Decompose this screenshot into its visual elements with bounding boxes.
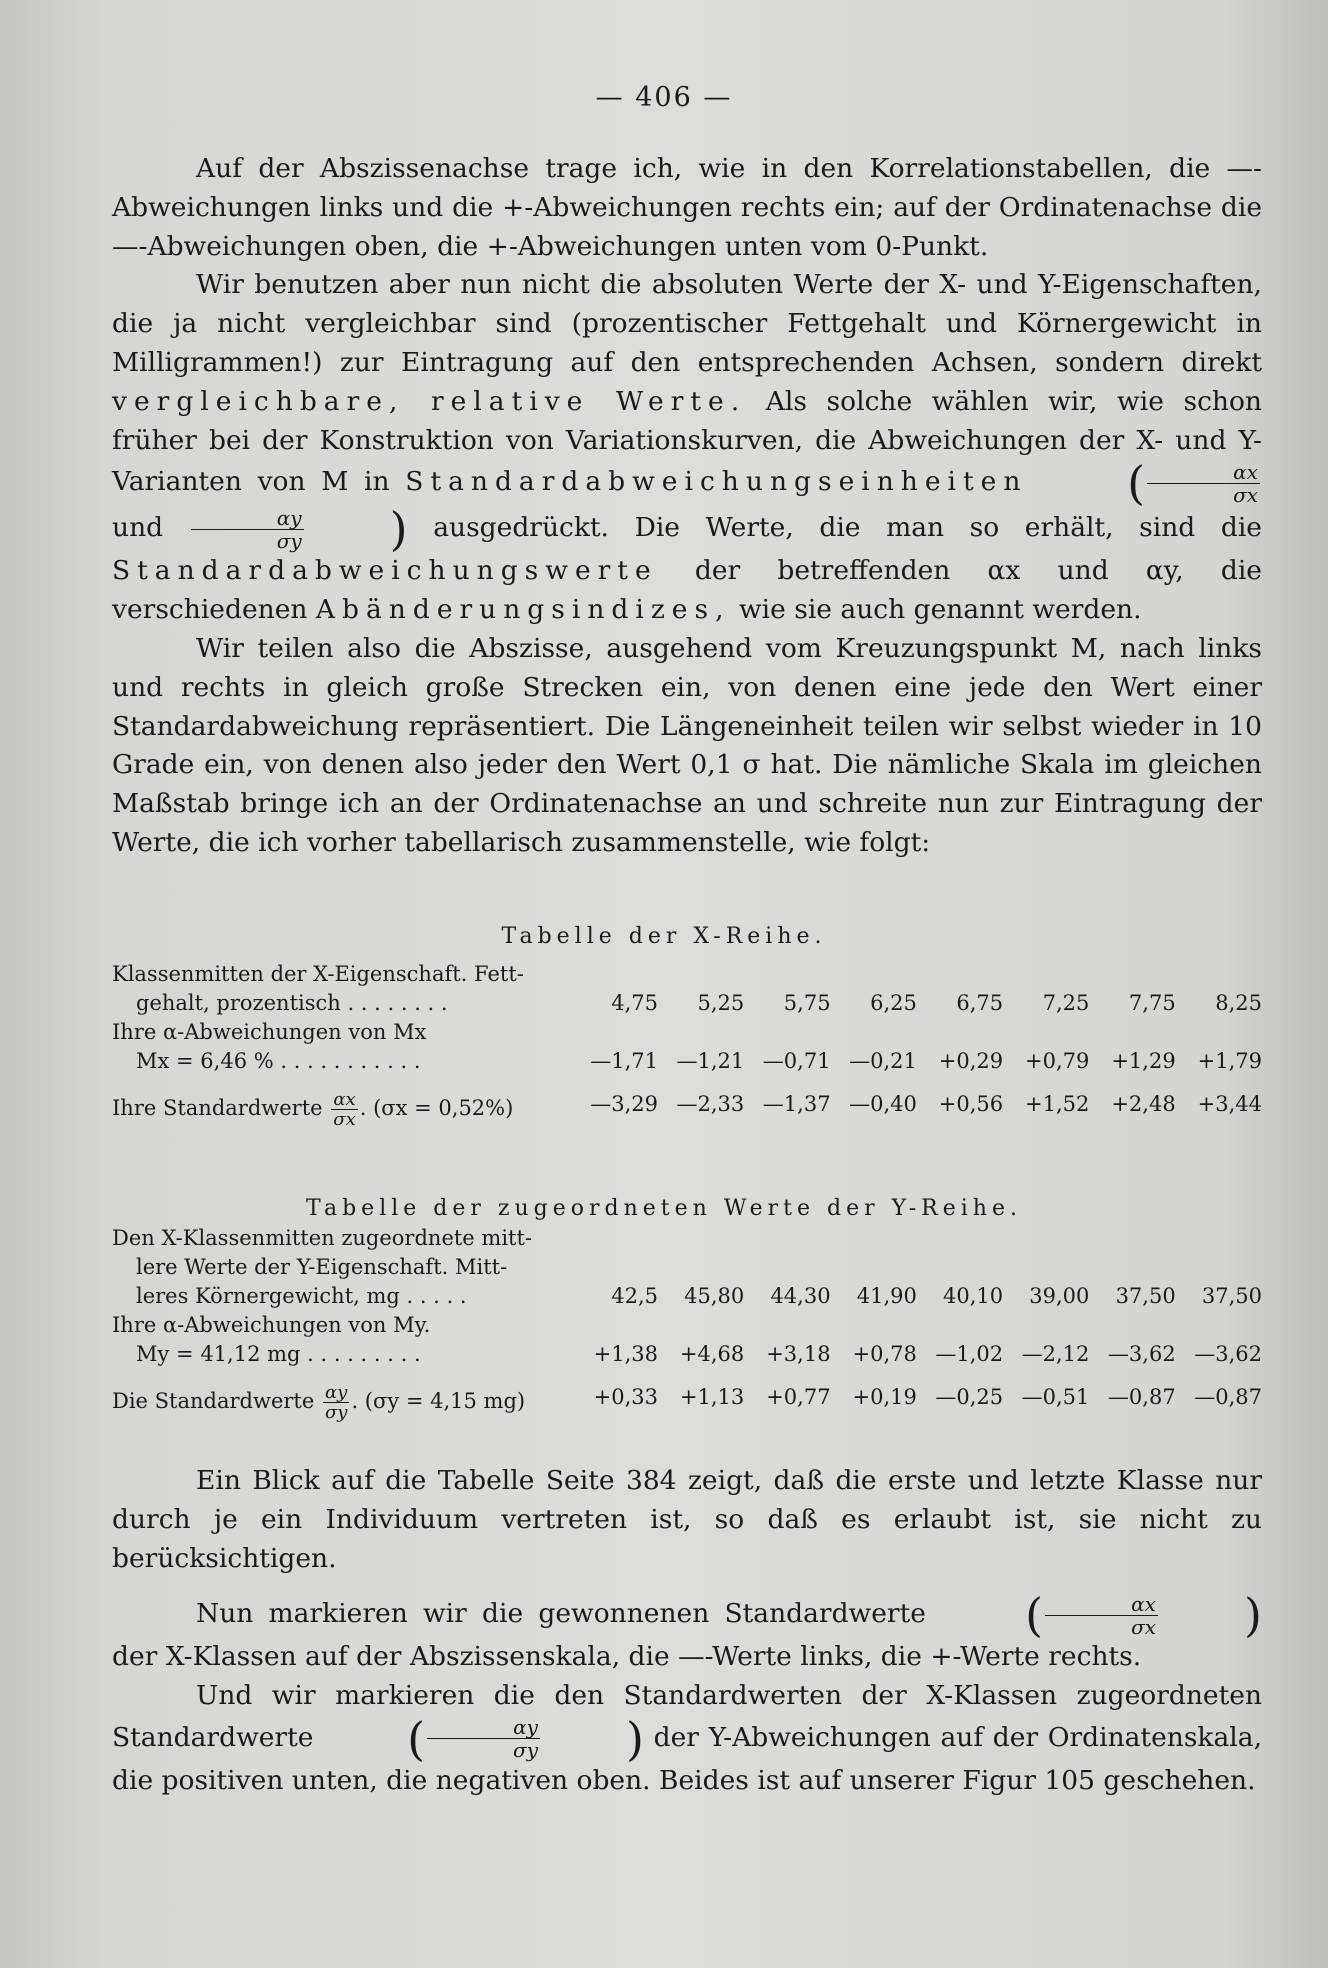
- table-row: leres Körnergewicht, mg . . . . . 42,5 45,80 44,30 41,90 40,10 39,00 37,50 37,50: [136, 1284, 1262, 1308]
- table-row: My = 41,12 mg . . . . . . . . . +1,38 +4,68 +3,18 +0,78 —1,02 —2,12 —3,62 —3,62: [136, 1342, 1262, 1366]
- paragraph-1: Auf der Abszissenachse trage ich, wie in den Korrelationstabellen, die —-Abweichungen links und die +-Abweichungen rechts ein; auf der Ordinatenachse die —-Abweichungen oben, die +-Abweichungen unten vom 0-Punkt.: [112, 153, 1262, 262]
- table-row: Ihre α-Abweichungen von Mx: [112, 1020, 427, 1044]
- table-row: Den X-Klassenmitten zugeordnete mitt-: [112, 1226, 533, 1250]
- page-number: — 406 —: [595, 82, 733, 113]
- table-row: gehalt, prozentisch . . . . . . . . 4,75 5,25 5,75 6,25 6,75 7,25 7,75 8,25: [136, 991, 1262, 1015]
- table2: [112, 1224, 1262, 1423]
- table-row: Klassenmitten der X-Eigenschaft. Fett-: [112, 962, 524, 986]
- body-text-top: [112, 150, 1262, 863]
- paragraph-6: Und wir markieren die den Standardwerten der X-Klassen zugeordneten Standardwerte ( $\frac{\alpha y}{\sigma y}$ ) der Y-Abweichungen auf der Ordinatenskala, die positiven unten, die negativen oben. Beides ist auf unserer Figur 105 geschehen.: [112, 1680, 1262, 1796]
- table1-title: Tabelle der X-Reihe.: [501, 924, 827, 949]
- fraction-ax-sx: $\frac{\alpha x}{\sigma x}$: [1147, 461, 1260, 506]
- table-row: Ihre α-Abweichungen von My.: [112, 1313, 431, 1337]
- table1: [112, 960, 1262, 1130]
- paragraph-2: Wir benutzen aber nun nicht die absoluten Werte der X- und Y-Eigenschaften, die ja nicht vergleichbar sind (prozentischer Fettgehalt und Körnergewicht in Milligrammen!) zur Eintragung auf den entsprechenden Achsen, sondern direkt vergleichbare, relative Werte. Als solche wählen wir, wie schon früher bei der Konstruktion von Variationskurven, die Abweichungen der X- und Y-Varianten von M in Standardabweichungseinheiten ( $\frac{\alpha x}{\sigma x}$ und $\frac{\alpha y}{\sigma y}$ ) ausgedrückt. Die Werte, die man so erhält, sind die Standardabweichungswerte der betreffenden αx und αy, die verschiedenen Abänderungsindizes, wie sie auch genannt werden.: [112, 269, 1262, 626]
- paragraph-4: Ein Blick auf die Tabelle Seite 384 zeigt, daß die erste und letzte Klasse nur durch je ein Individuum vertreten ist, so daß es erlaubt ist, sie nicht zu berücksichtigen.: [112, 1465, 1262, 1574]
- table2-title: Tabelle der zugeordneten Werte der Y-Reihe.: [306, 1196, 1022, 1221]
- paragraph-5: Nun markieren wir die gewonnenen Standardwerte ( $\frac{\alpha x}{\sigma x}$ ) der X-Klassen auf der Abszissenskala, die —-Werte links, die +-Werte rechts.: [112, 1588, 1262, 1673]
- table-row: Mx = 6,46 % . . . . . . . . . . . —1,71 —1,21 —0,71 —0,21 +0,29 +0,79 +1,29 +1,79: [136, 1049, 1262, 1073]
- table-row: lere Werte der Y-Eigenschaft. Mitt-: [136, 1255, 508, 1279]
- fraction-ay-sy: $\frac{\alpha y}{\sigma y}$: [191, 507, 304, 552]
- table-row: Die Standardwerte $\frac{\alpha y}{\sigma y}$ . (σy = 4,15 mg) +0,33 +1,13 +0,77 +0,19 —0,25 —0,51 —0,87 —0,87: [112, 1382, 1262, 1423]
- paragraph-3: Wir teilen also die Abszisse, ausgehend vom Kreuzungspunkt M, nach links und rechts in gleich große Strecken ein, von denen eine jede den Wert einer Standardabweichung repräsentiert. Die Längeneinheit teilen wir selbst wieder in 10 Grade ein, von denen also jeder den Wert 0,1 σ hat. Die nämliche Skala im gleichen Maßstab bringe ich an der Ordinatenachse an und schreite nun zur Eintragung der Werte, die ich vorher tabellarisch zusammenstelle, wie folgt:: [112, 632, 1262, 858]
- body-text-bottom: [112, 1462, 1262, 1801]
- table-row: Ihre Standardwerte $\frac{\alpha x}{\sigma x}$ . (σx = 0,52%) —3,29 —2,33 —1,37 —0,40 +0,56 +1,52 +2,48 +3,44: [112, 1089, 1262, 1130]
